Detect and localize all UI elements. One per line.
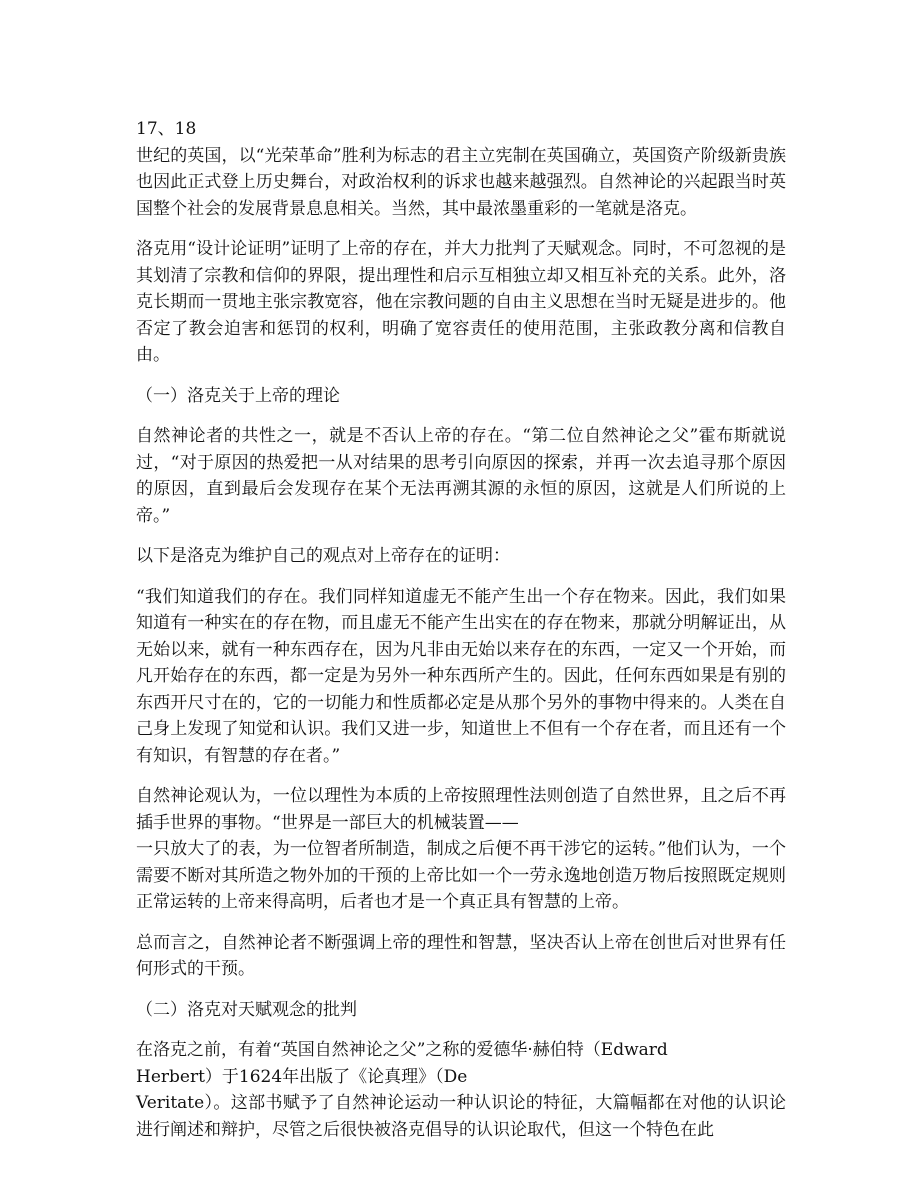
proof-intro-paragraph: 以下是洛克为维护自己的观点对上帝存在的证明：: [136, 546, 510, 566]
herbert-paragraph-line-1: 在洛克之前，有着“英国自然神论之父”之称的爱德华·赫伯特（Edward: [136, 1040, 668, 1060]
hobbes-paragraph: 自然神论者的共性之一，就是不否认上帝的存在。“第二位自然神论之父”霍布斯就说过，“对于原因的热爱把一从对结果的思考引向原因的探索，并再一次去追寻那个原因的原因，直到最后会发现存在某个无法再溯其源的永恒的原因，这就是人们所说的上帝。”: [136, 426, 786, 526]
herbert-paragraph-line-3: Veritate）。这部书赋予了自然神论运动一种认识论的特征，大篇幅都在对他的认识论进行阐述和辩护，尽管之后很快被洛克倡导的认识论取代，但这一个特色在此: [136, 1093, 786, 1140]
deism-view-continuation: 一只放大了的表，为一位智者所制造，制成之后便不再干涉它的运转。”他们认为，一个需要不断对其所造之物外加的干预的上帝比如一个一劳永逸地创造万物后按照既定规则正常运转的上帝来得高明，后者也才是一个真正具有智慧的上帝。: [136, 839, 786, 912]
intro-paragraph: 世纪的英国，以“光荣革命”胜利为标志的君主立宪制在英国确立，英国资产阶级新贵族也因此正式登上历史舞台，对政治权利的诉求也越来越强烈。自然神论的兴起跟当时英国整个社会的发展背景息息相关。当然，其中最浓墨重彩的一笔就是洛克。: [136, 145, 786, 219]
year-label: 17、18: [136, 119, 197, 139]
deism-view-paragraph: 自然神论观认为，一位以理性为本质的上帝按照理性法则创造了自然世界，且之后不再插手世界的事物。“世界是一部巨大的机械装置——: [136, 786, 786, 833]
section-heading-god-theory: （一）洛克关于上帝的理论: [136, 385, 340, 406]
locke-design-paragraph: 洛克用“设计论证明”证明了上帝的存在，并大力批判了天赋观念。同时，不可忽视的是其划清了宗教和信仰的界限，提出理性和启示互相独立却又相互补充的关系。此外，洛克长期而一贯地主张宗教宽容，他在宗教问题的自由主义思想在当时无疑是进步的。他否定了教会迫害和惩罚的权利，明确了宽容责任的使用范围，主张政教分离和信教自由。: [136, 239, 786, 365]
herbert-paragraph-line-2: Herbert）于1624年出版了《论真理》（De: [136, 1066, 468, 1087]
section-heading-innate-ideas: （二）洛克对天赋观念的批判: [136, 999, 357, 1020]
quote-paragraph: “我们知道我们的存在。我们同样知道虚无不能产生出一个存在物来。因此，我们如果知道有一种实在的存在物，而且虚无不能产生出实在的存在物来，那就分明解证出，从无始以来，就有一种东西存在，因为凡非由无始以来存在的东西，一定又一个开始，而凡开始存在的东西，都一定是为另外一种东西所产生的。因此，任何东西如果是有别的东西开尺寸在的，它的一切能力和性质都必定是从那个另外的事物中得来的。人类在自己身上发现了知觉和认识。我们又进一步，知道世上不但有一个存在者，而且还有一个有知识，有智慧的存在者。”: [136, 586, 786, 766]
document-page: [136, 116, 786, 1157]
summary-paragraph: 总而言之，自然神论者不断强调上帝的理性和智慧，坚决否认上帝在创世后对世界有任何形式的干预。: [136, 932, 786, 979]
